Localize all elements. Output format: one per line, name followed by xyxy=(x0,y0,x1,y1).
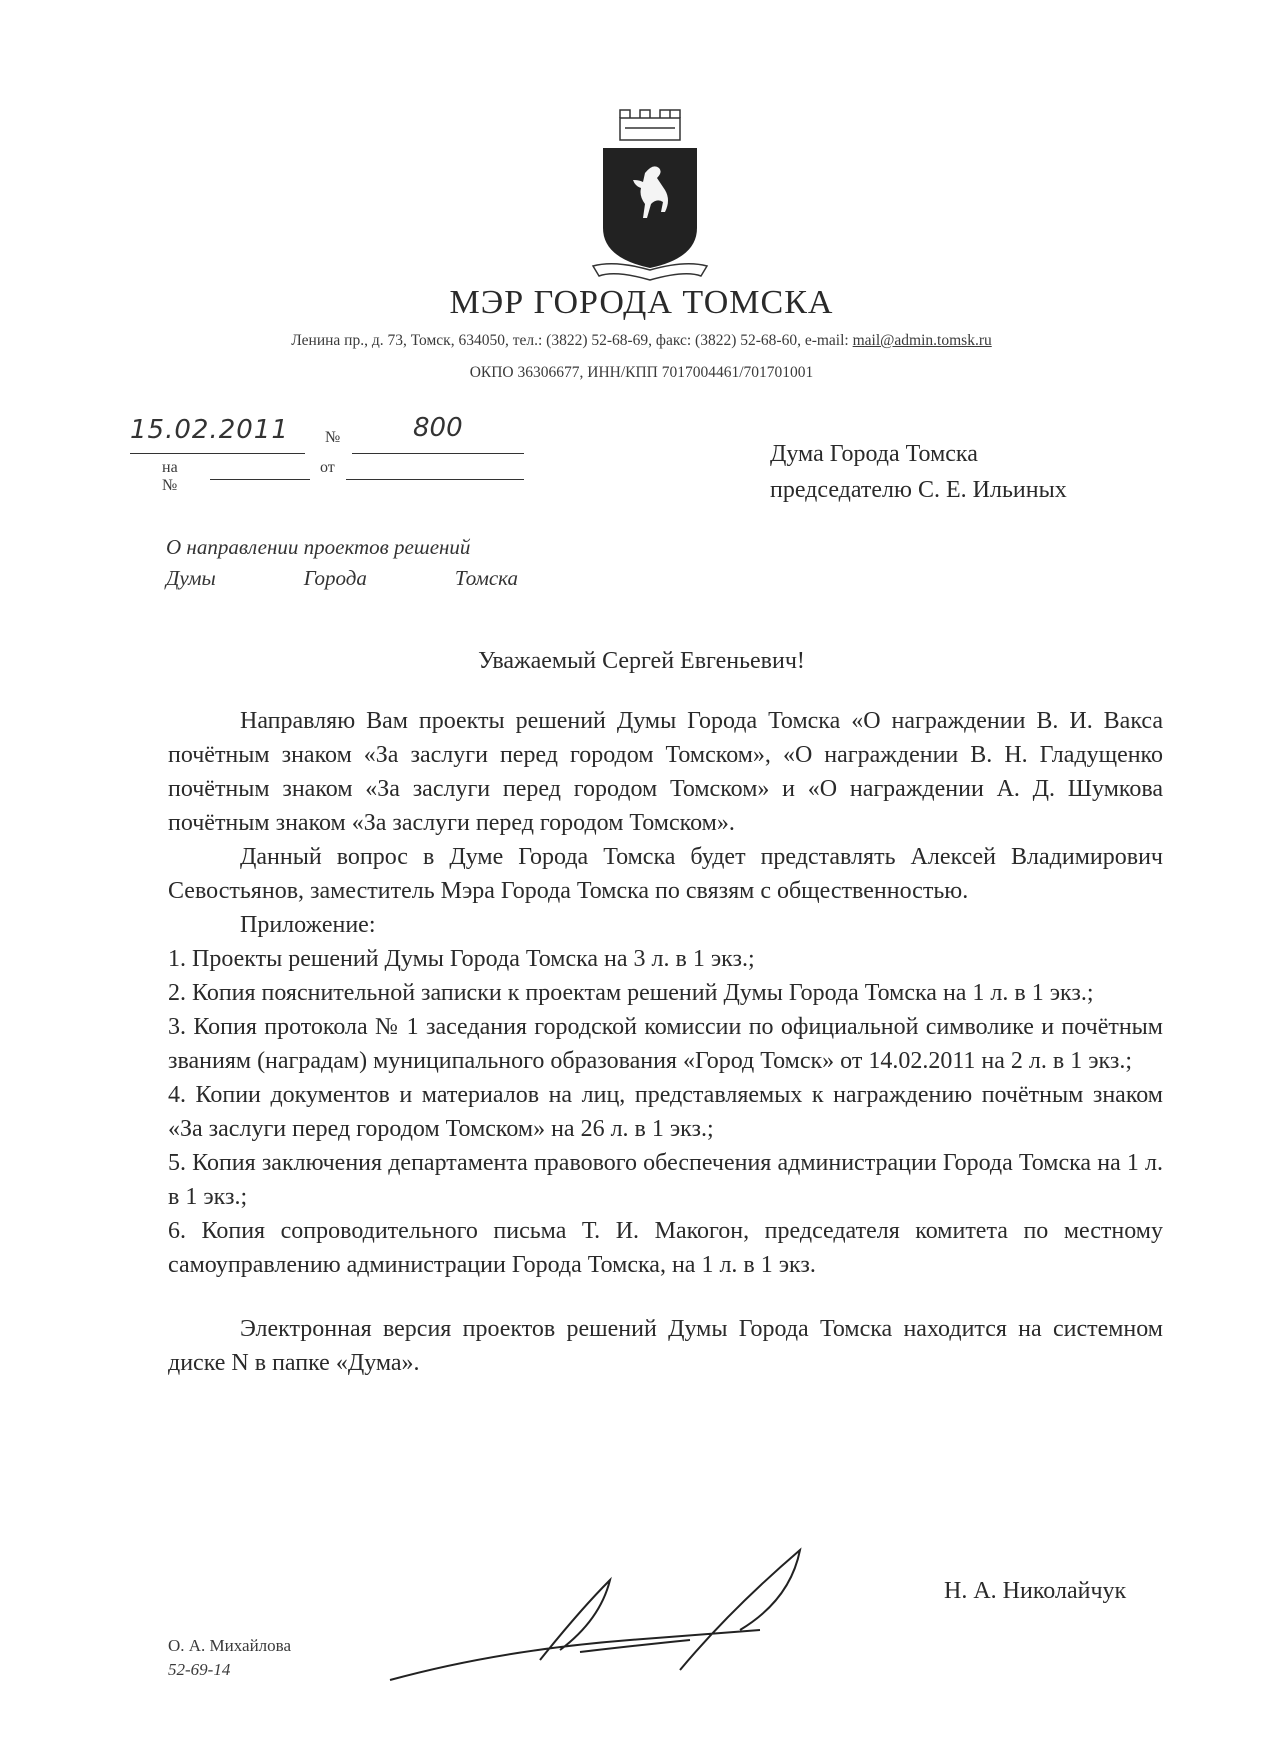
attachment-item: 3. Копия протокола № 1 заседания городской комиссии по официальной символике и почётным званиям (наградам) муниципального образования «Город Томск» от 14.02.2011 на 2 л. в 1 экз.; xyxy=(168,1014,1163,1074)
from-underline xyxy=(346,479,524,480)
attachments-title: Приложение: xyxy=(240,912,376,938)
attachment-item: 2. Копия пояснительной записки к проектам решений Думы Города Томска на 1 л. в 1 экз.; xyxy=(168,980,1094,1006)
reference-underline xyxy=(210,479,310,480)
from-label: от xyxy=(320,459,335,476)
subject-word: Томска xyxy=(454,566,518,590)
subject-word: Города xyxy=(303,566,367,590)
subject-line-1: О направлении проектов решений xyxy=(166,535,471,559)
address-text: Ленина пр., д. 73, Томск, 634050, тел.: (3822) 52-68-69, факс: (3822) 52-68-60, e-mail: xyxy=(291,332,853,349)
attachment-item: 4. Копии документов и материалов на лиц, представляемых к награждению почётным знаком «За заслуги перед городом Томском» на 26 л. в 1 экз.; xyxy=(168,1082,1163,1142)
subject-block xyxy=(166,532,546,594)
attachment-item: 5. Копия заключения департамента правового обеспечения администрации Города Томска на 1 л. в 1 экз.; xyxy=(168,1150,1163,1210)
handwritten-signature xyxy=(380,1540,900,1690)
subject-line-2 xyxy=(166,563,518,594)
recipient-person: председателю С. Е. Ильиных xyxy=(770,477,1067,503)
recipient-block xyxy=(770,436,1067,508)
spacer xyxy=(168,1282,1163,1312)
closing-paragraph: Электронная версия проектов решений Думы Города Томска находится на системном диске N в папке «Дума». xyxy=(168,1316,1163,1376)
attachment-item: 1. Проекты решений Думы Города Томска на 3 л. в 1 экз.; xyxy=(168,946,755,972)
date-underline xyxy=(130,453,305,454)
email-link[interactable]: mail@admin.tomsk.ru xyxy=(852,332,992,349)
address-line xyxy=(0,332,1283,350)
signer-name: Н. А. Николайчук xyxy=(944,1578,1127,1604)
executor-name: О. А. Михайлова xyxy=(168,1636,292,1655)
registration-number: 800 xyxy=(413,413,463,443)
number-underline xyxy=(352,453,524,454)
paragraph: Направляю Вам проекты решений Думы Города Томска «О награждении В. И. Вакса почётным знаком «За заслуги перед городом Томском», «О награждении В. Н. Гладущенко почётным знаком «За заслуги перед городом Томском» и «О награждении А. Д. Шумкова почётным знаком «За заслуги перед городом Томском». xyxy=(168,708,1163,836)
codes-line: ОКПО 36306677, ИНН/КПП 7017004461/701701001 xyxy=(469,364,814,381)
recipient-organization: Дума Города Томска xyxy=(770,441,978,467)
paragraph: Данный вопрос в Думе Города Томска будет представлять Алексей Владимирович Севостьянов, заместитель Мэра Города Томска по связям с общественностью. xyxy=(168,844,1163,904)
subject-word: Думы xyxy=(166,566,216,590)
attachment-item: 6. Копия сопроводительного письма Т. И. Макогон, председателя комитета по местному самоуправлению администрации Города Томска, на 1 л. в 1 экз. xyxy=(168,1218,1163,1278)
number-label: № xyxy=(325,429,341,446)
letter-body xyxy=(168,704,1163,1380)
greeting: Уважаемый Сергей Евгеньевич! xyxy=(478,648,805,674)
mayor-title: МЭР ГОРОДА ТОМСКА xyxy=(449,284,834,321)
coat-of-arms-icon xyxy=(585,108,715,288)
reference-label: на № xyxy=(162,459,178,494)
executor-phone: 52-69-14 xyxy=(168,1660,231,1679)
registration-date: 15.02.2011 xyxy=(130,415,289,445)
executor-block xyxy=(168,1634,291,1682)
